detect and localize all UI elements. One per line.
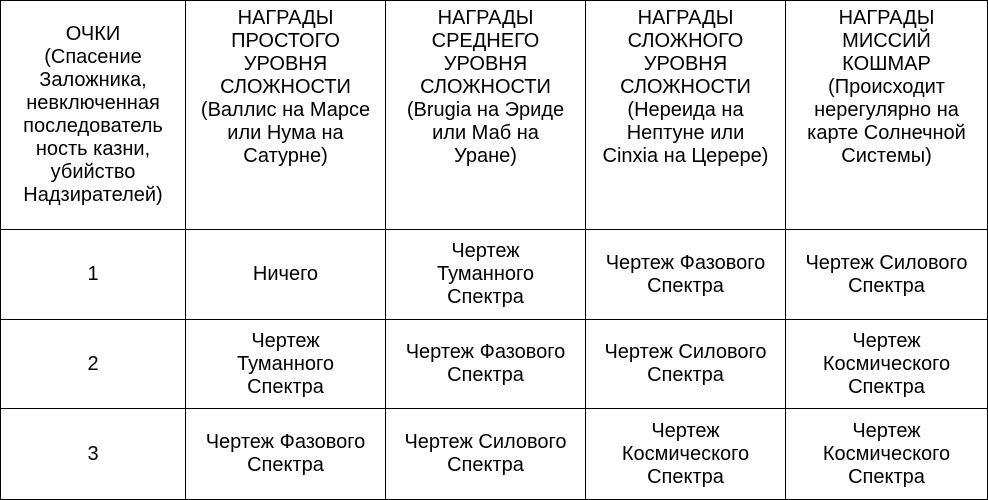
- reward-line: Спектра: [247, 375, 324, 398]
- reward-line: Космического: [822, 442, 951, 465]
- reward-line: Туманного: [437, 263, 534, 285]
- header-easy-line: ПРОСТОГО: [231, 30, 340, 52]
- header-hard: [586, 1, 786, 230]
- header-nightmare-line: НАГРАДЫ: [838, 7, 935, 29]
- reward-line: Ничего: [252, 263, 319, 285]
- header-medium-line: СРЕДНЕГО: [431, 30, 540, 52]
- header-easy: [186, 1, 386, 230]
- header-nightmare-line: (Происходит: [828, 76, 945, 98]
- hard-reward-cell: [586, 409, 786, 500]
- medium-reward-cell: [386, 230, 586, 320]
- header-hard-line: НАГРАДЫ: [637, 7, 734, 29]
- header-hard-line: УРОВНЯ: [643, 53, 728, 75]
- header-medium-line: или Маб на: [432, 122, 539, 144]
- reward-line: Чертеж: [852, 419, 921, 442]
- table-row: [1, 320, 988, 409]
- header-nightmare: [786, 1, 988, 230]
- reward-line: Спектра: [848, 465, 925, 488]
- reward-line: Спектра: [848, 274, 925, 297]
- header-hard-line: СЛОЖНОСТИ: [620, 76, 751, 98]
- header-nightmare-line: КОШМАР: [842, 53, 931, 75]
- header-nightmare-line: Системы): [841, 145, 932, 167]
- header-easy-line: Сатурне): [243, 145, 328, 167]
- points-cell: 2: [1, 320, 186, 409]
- header-points-line: Надзирателей): [23, 184, 163, 206]
- points-cell: 1: [1, 230, 186, 320]
- header-nightmare-line: МИССИЙ: [842, 30, 931, 52]
- header-points-line: ность казни,: [35, 138, 151, 160]
- reward-line: Чертеж Фазового: [205, 431, 366, 453]
- header-row: [1, 1, 988, 230]
- reward-line: Спектра: [647, 274, 724, 297]
- header-nightmare-line: карте Солнечной: [807, 122, 966, 144]
- nightmare-reward-cell: [786, 320, 988, 409]
- easy-reward-cell: [186, 320, 386, 409]
- table-row: [1, 409, 988, 500]
- header-hard-line: СЛОЖНОГО: [627, 30, 744, 52]
- reward-line: Спектра: [447, 286, 524, 308]
- header-points-line: (Спасение: [44, 46, 142, 68]
- reward-line: Чертеж: [852, 329, 921, 352]
- header-points-line: невключенная: [26, 92, 160, 114]
- header-points-line: ОЧКИ: [65, 23, 121, 45]
- header-medium-line: (Brugia на Эриде: [406, 99, 565, 121]
- header-hard-line: Cinxia на Церере): [602, 145, 769, 167]
- reward-line: Спектра: [647, 364, 724, 386]
- header-medium-line: Уране): [454, 145, 517, 167]
- reward-line: Космического: [822, 352, 951, 375]
- reward-line: Спектра: [447, 454, 524, 476]
- header-medium: [386, 1, 586, 230]
- header-medium-line: СЛОЖНОСТИ: [420, 76, 551, 98]
- reward-line: Чертеж: [451, 240, 520, 262]
- reward-line: Чертеж Фазового: [605, 251, 766, 274]
- reward-line: Чертеж: [651, 419, 720, 442]
- points-cell: 3: [1, 409, 186, 500]
- reward-line: Спектра: [848, 375, 925, 398]
- reward-line: Туманного: [237, 352, 334, 375]
- easy-reward-cell: [186, 409, 386, 500]
- reward-line: Спектра: [247, 454, 324, 476]
- medium-reward-cell: [386, 409, 586, 500]
- nightmare-reward-cell: [786, 230, 988, 320]
- hard-reward-cell: [586, 230, 786, 320]
- hard-reward-cell: [586, 320, 786, 409]
- header-easy-line: (Валлис на Марсе: [200, 99, 371, 121]
- reward-line: Чертеж Силового: [604, 341, 767, 363]
- reward-line: Спектра: [447, 364, 524, 386]
- header-hard-line: Нептуне или: [626, 122, 745, 144]
- header-easy-line: или Нума на: [227, 122, 344, 144]
- header-nightmare-line: нерегулярно на: [814, 99, 959, 121]
- header-easy-line: СЛОЖНОСТИ: [220, 76, 351, 98]
- header-easy-line: НАГРАДЫ: [237, 7, 334, 29]
- easy-reward-cell: [186, 230, 386, 320]
- reward-line: Спектра: [647, 465, 724, 488]
- medium-reward-cell: [386, 320, 586, 409]
- header-points-line: последователь: [23, 115, 163, 137]
- header-easy-line: УРОВНЯ: [243, 53, 328, 75]
- header-points-line: убийство: [50, 161, 136, 183]
- header-points: [1, 1, 186, 230]
- header-hard-line: (Нереида на: [627, 99, 744, 121]
- header-medium-line: УРОВНЯ: [443, 53, 528, 75]
- header-points-line: Заложника,: [39, 69, 147, 91]
- reward-line: Чертеж Фазового: [405, 341, 566, 363]
- reward-line: Чертеж Силового: [404, 431, 567, 453]
- reward-line: Чертеж Силового: [805, 251, 968, 274]
- reward-line: Космического: [621, 442, 750, 465]
- reward-line: Чертеж: [251, 329, 320, 352]
- header-medium-line: НАГРАДЫ: [437, 7, 534, 29]
- table-row: [1, 230, 988, 320]
- nightmare-reward-cell: [786, 409, 988, 500]
